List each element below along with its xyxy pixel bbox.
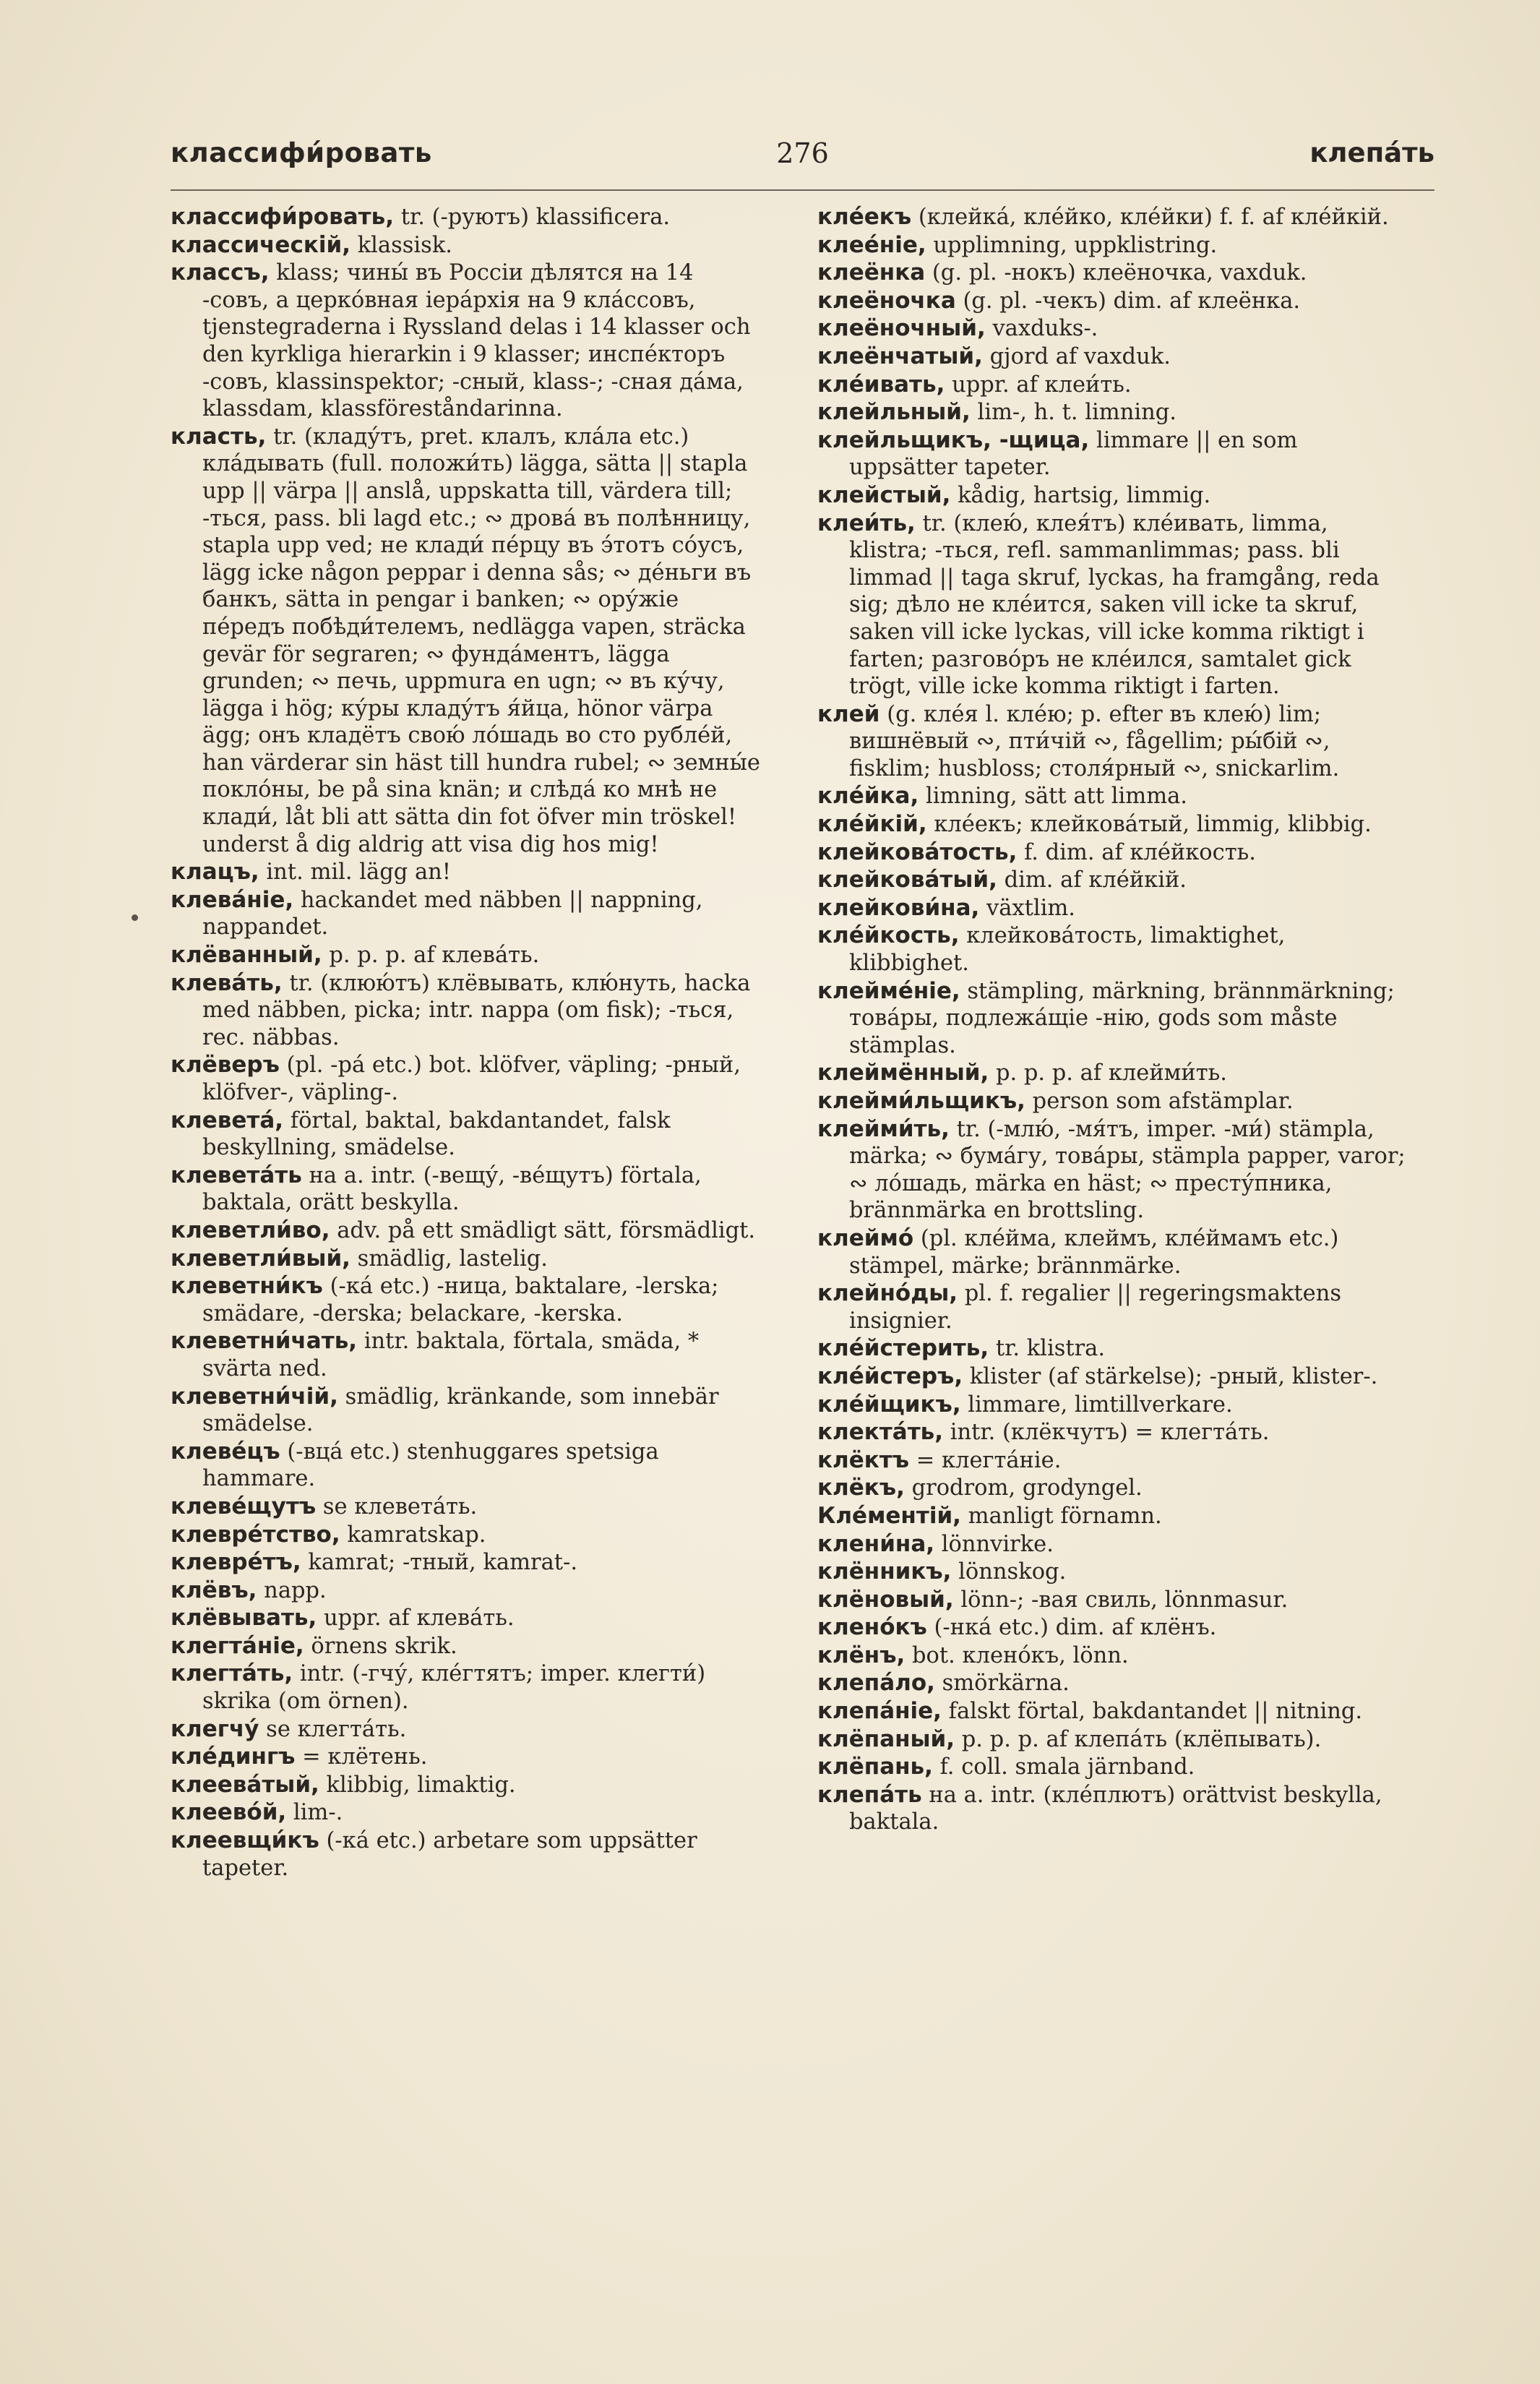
entry-definition: tr. (-млю́, -мя́тъ, imper. -ми́) stämpla, märka; ∾ бума́гу, това́ры, stämpla papper, varor; ∾ ло́шадь, märka en häst; ∾ престу́пника, brännmärka en brottsling. [849, 1116, 1406, 1224]
entry-definition: lönn-; -вая свиль, lönnmasur. [960, 1587, 1289, 1613]
entry-definition: (-ка́ etc.) -ница, baktalare, -lerska; smädare, -derska; belackare, -kerska. [202, 1274, 719, 1326]
entry-headword: клеветли́во, [171, 1217, 330, 1243]
dictionary-entry [171, 1328, 763, 1382]
entry-definition: se клегта́ть. [266, 1716, 407, 1742]
entry-definition: klister (af stärkelse); -рный, klister-. [969, 1363, 1378, 1389]
dictionary-entry [817, 399, 1410, 426]
entry-definition: grodrom, grodyngel. [911, 1475, 1143, 1501]
entry-definition: stämpling, märkning, brännmärkning; това́ры, подлежа́щiе -нiю, gods som måste stämplas. [849, 978, 1395, 1058]
entry-definition: smörkärna. [942, 1671, 1070, 1697]
entry-definition: (g. кле́я l. клéю; p. efter въ клею́) lim; вишнёвый ∾, пти́чiй ∾, fågellim; ры́бiй ∾, fisklim; husbloss; столя́рный ∾, snickarlim. [849, 701, 1340, 781]
entry-definition: kådig, hartsig, limmig. [958, 482, 1211, 508]
dictionary-entry [171, 1827, 763, 1882]
dictionary-entry [817, 1670, 1410, 1697]
entry-headword: клеева́тый, [171, 1771, 319, 1798]
entry-headword: клеветни́чать, [171, 1328, 358, 1355]
entry-definition: intr. (клёкчутъ) = клегта́ть. [950, 1420, 1270, 1446]
entry-definition: f. coll. smala järnband. [939, 1754, 1195, 1780]
dictionary-entry [171, 1577, 763, 1605]
entry-definition: kamratskap. [347, 1522, 486, 1548]
entry-headword: клеветни́къ [171, 1273, 323, 1300]
dictionary-entry [817, 978, 1410, 1060]
entry-headword: кле́ивать, [817, 371, 945, 398]
entry-headword: клейльщикъ, -щица, [817, 426, 1090, 453]
dictionary-entry [171, 1273, 763, 1327]
dictionary-entry [817, 1363, 1410, 1391]
entry-definition: (g. pl. -нокъ) клеёночка, vaxduk. [932, 260, 1307, 286]
entry-definition: upplimning, uppklistring. [933, 232, 1218, 258]
entry-definition: tr. (клею́, клея́тъ) кле́ивать, limma, klistra; -ться, refl. sammanlimmas; pass. bli limmad || taga skruf, lyckas, ha framgång, reda sig; дѣло не кле́ится, saken vill icke ta skruf, saken vill icke lyckas, vill icke komma riktigt i farten; разгово́ръ не кле́ился, samtalet gick trögt, ville icke komma riktigt i farten. [849, 510, 1380, 700]
entry-headword: клёнъ, [817, 1642, 905, 1668]
entry-definition: lim-, h. t. limning. [977, 400, 1176, 426]
entry-headword: клацъ, [171, 859, 259, 886]
entry-definition: kamrat; -тный, kamrat-. [308, 1550, 578, 1576]
entry-headword: клеи́ть, [817, 510, 916, 536]
dictionary-entry [817, 288, 1410, 315]
entry-headword: клёновый, [817, 1586, 954, 1613]
entry-headword: клева́ть, [171, 969, 283, 996]
margin-dot [132, 914, 138, 921]
entry-definition: (-ка́ etc.) arbetare som uppsätter tapeter. [202, 1828, 697, 1881]
entry-definition: hackandet med näbben || nappning, nappandet. [202, 887, 703, 940]
entry-headword: клейно́ды, [817, 1280, 958, 1307]
entry-headword: клевета́, [171, 1107, 284, 1133]
entry-definition: se клевета́ть. [322, 1493, 478, 1519]
entry-headword: клее́нiе, [817, 231, 926, 258]
dictionary-entry [817, 427, 1410, 481]
dictionary-entry [171, 1772, 763, 1799]
dictionary-entry [171, 1245, 763, 1273]
entry-headword: клевре́тъ, [171, 1549, 301, 1576]
entry-headword: кле́йка, [817, 783, 919, 810]
entry-definition: pl. f. regalier || regeringsmaktens insignier. [849, 1281, 1341, 1334]
entry-headword: Кле́ментiй, [817, 1502, 961, 1529]
dictionary-entry [171, 1522, 763, 1549]
entry-definition: smädlig, kränkande, som innebär smädelse. [202, 1384, 719, 1437]
dictionary-entry [171, 887, 763, 941]
entry-headword: кленóкъ [817, 1614, 927, 1641]
dictionary-entry [171, 1660, 763, 1715]
entry-headword: клегта́ть, [171, 1660, 293, 1687]
entry-definition: napp. [264, 1577, 327, 1603]
dictionary-entry [817, 1503, 1410, 1530]
entry-headword: клеймённый, [817, 1060, 989, 1086]
dictionary-entry [171, 232, 763, 260]
entry-headword: кле́йщикъ, [817, 1391, 961, 1418]
entry-definition: = клегта́нiе. [916, 1447, 1062, 1473]
dictionary-entry [817, 232, 1410, 260]
dictionary-entry [817, 372, 1410, 399]
entry-headword: клеветни́чiй, [171, 1383, 338, 1410]
entry-definition: smädlig, lastelig. [357, 1245, 549, 1272]
entry-headword: клегчу́ [171, 1715, 259, 1742]
dictionary-entry [817, 1587, 1410, 1614]
entry-definition: limmare, limtillverkare. [968, 1392, 1233, 1418]
dictionary-entry [171, 1605, 763, 1632]
dictionary-entry [817, 1335, 1410, 1363]
dictionary-entry [171, 1744, 763, 1771]
entry-definition: (-вца́ etc.) stenhuggares spetsiga hammare. [202, 1438, 659, 1492]
entry-headword: клеймо́ [817, 1225, 914, 1251]
entry-headword: клёпань, [817, 1754, 933, 1780]
entry-headword: клёкъ, [817, 1475, 905, 1501]
dictionary-entry [171, 859, 763, 886]
entry-headword: клейльный, [817, 399, 971, 426]
entry-headword: клеветли́вый, [171, 1245, 350, 1272]
entry-definition: uppr. af клева́ть. [324, 1605, 515, 1632]
entry-definition: klibbig, limaktig. [326, 1772, 516, 1798]
entry-definition: tr. (клюю́тъ) клёвывать, клю́нуть, hacka med näbben, picka; intr. nappa (om fisk); -ться, rec. näbbas. [202, 970, 751, 1050]
entry-headword: клёверъ [171, 1052, 280, 1079]
dictionary-entry [817, 315, 1410, 343]
entry-definition: lönnvirke. [941, 1531, 1054, 1557]
entry-headword: клеёнчатый, [817, 343, 983, 369]
entry-definition: örnens skrik. [311, 1633, 457, 1659]
entry-headword: клейме́нiе, [817, 977, 960, 1004]
dictionary-entry [171, 204, 763, 231]
entry-definition: int. mil. lägg an! [266, 859, 452, 886]
dictionary-entry [817, 1698, 1410, 1725]
dictionary-entry [171, 260, 763, 423]
entry-headword: кле́йкiй, [817, 811, 927, 838]
entry-definition: uppr. af клеи́ть. [952, 372, 1132, 398]
entry-definition: växtlim. [986, 895, 1075, 921]
dictionary-entry [171, 424, 763, 859]
entry-headword: клеве́щутъ [171, 1493, 317, 1519]
entry-headword: клённикъ, [817, 1558, 952, 1585]
entry-headword: клёвъ, [171, 1577, 257, 1603]
dictionary-entry [817, 1060, 1410, 1087]
header-rule [171, 189, 1434, 191]
entry-definition: клейкова́тость, limaktighet, klibbighet. [849, 923, 1286, 977]
entry-headword: клепа́нiе, [817, 1698, 942, 1725]
entry-definition: lönnskog. [958, 1559, 1067, 1585]
entry-headword: классифи́ровать, [171, 204, 394, 230]
entry-definition: gjord af vaxduk. [989, 343, 1171, 369]
entry-headword: клёпаный, [817, 1725, 955, 1752]
entry-definition: tr. klistra. [995, 1336, 1106, 1362]
right-guide-word: клепа́ть [1309, 137, 1434, 168]
dictionary-entry [817, 1531, 1410, 1558]
running-header [171, 137, 1434, 181]
dictionary-entry [817, 1392, 1410, 1419]
entry-headword: кле́йстерить, [817, 1335, 989, 1362]
entry-headword: классическій, [171, 231, 350, 258]
dictionary-entry [817, 922, 1410, 977]
entry-definition: (pl. кле́йма, клеймъ, кле́ймамъ etc.) stämpel, märke; brännmärke. [849, 1225, 1339, 1279]
left-column [171, 204, 763, 1882]
entry-definition: tr. (-руютъ) klassificera. [400, 205, 671, 230]
dictionary-entry [817, 783, 1410, 810]
entry-headword: клёвывать, [171, 1605, 317, 1632]
entry-headword: клени́на, [817, 1530, 935, 1557]
dictionary-entry [817, 1642, 1410, 1670]
dictionary-entry [817, 1782, 1410, 1836]
dictionary-entry [171, 1493, 763, 1521]
entry-headword: клёванный, [171, 942, 322, 969]
entry-headword: клепа́ть [817, 1781, 922, 1808]
dictionary-entry [817, 1280, 1410, 1334]
entry-definition: f. dim. af кле́йкость. [1024, 839, 1256, 865]
entry-headword: клейкова́тость, [817, 839, 1018, 865]
entry-definition: = клётень. [302, 1744, 428, 1770]
entry-definition: на a. intr. (клéплютъ) orättvist beskylla, baktala. [849, 1782, 1382, 1835]
entry-definition: vaxduks-. [992, 316, 1098, 342]
entry-headword: кле́дингъ [171, 1744, 296, 1770]
dictionary-entry [171, 1549, 763, 1577]
dictionary-entry [817, 260, 1410, 287]
dictionary-entry [817, 204, 1410, 231]
entry-headword: клепа́ло, [817, 1670, 935, 1697]
entry-headword: клеёнка [817, 260, 926, 286]
entry-definition: förtal, baktal, bakdantandet, falsk beskyllning, smädelse. [202, 1107, 671, 1161]
dictionary-entry [817, 895, 1410, 922]
entry-definition: person som afstämplar. [1032, 1089, 1294, 1114]
entry-headword: клеёночка [817, 287, 956, 314]
entry-definition: klass; чины́ въ Россiи дѣлятся на 14 -совъ, а церко́вная iера́рхiя на 9 кла́ссовъ, tjenstegraderna i Ryssland delas i 14 klasser och den kyrkliga hierarkin i 9 klasser; инспе́кторъ -совъ, klassinspektor; -сный, klass-; -сная да́ма, klassdam, klassföreståndarinna. [202, 260, 751, 422]
entry-definition: lim-. [293, 1800, 343, 1826]
dictionary-entry [817, 510, 1410, 700]
dictionary-entry [171, 1217, 763, 1245]
dictionary-entry [171, 1633, 763, 1660]
dictionary-entry [817, 343, 1410, 371]
dictionary-entry [817, 839, 1410, 867]
entry-definition: p. p. p. af клепа́ть (клёпывать). [961, 1726, 1322, 1752]
dictionary-entry [171, 1384, 763, 1438]
entry-headword: клегта́нiе, [171, 1632, 304, 1659]
entry-headword: клеве́цъ [171, 1438, 280, 1465]
entry-definition: limmare || en som uppsätter tapeter. [849, 427, 1298, 481]
entry-definition: limning, sätt att limma. [925, 784, 1187, 810]
entry-headword: клеевщи́къ [171, 1827, 319, 1854]
entry-headword: клейстый, [817, 481, 951, 508]
dictionary-entry [817, 482, 1410, 510]
entry-headword: клеево́й, [171, 1799, 287, 1826]
dictionary-entry [171, 1052, 763, 1106]
entry-definition: на a. intr. (-вещу́, -ве́щутъ) förtala, baktala, orätt beskylla. [202, 1162, 702, 1216]
entry-definition: p. p. p. af клейми́ть. [995, 1060, 1227, 1086]
entry-headword: клева́нiе, [171, 886, 294, 913]
dictionary-entry [817, 701, 1410, 783]
entry-definition: falskt förtal, bakdantandet || nitning. [948, 1699, 1363, 1725]
entry-definition: adv. på ett smädligt sätt, försmädligt. [337, 1217, 756, 1243]
entry-headword: клевре́тство, [171, 1521, 340, 1548]
dictionary-entry [817, 1419, 1410, 1446]
page-number: 276 [776, 137, 829, 169]
entry-definition: (pl. -ра́ etc.) bot. klöfver, väpling; -рный, klöfver-, väpling-. [202, 1052, 741, 1105]
entry-headword: клейкова́тый, [817, 867, 997, 893]
right-column [817, 204, 1410, 1837]
dictionary-entry [817, 1726, 1410, 1754]
dictionary-entry [171, 1716, 763, 1744]
dictionary-entry [817, 1754, 1410, 1781]
dictionary-entry [817, 1614, 1410, 1642]
entry-headword: клейми́льщикъ, [817, 1088, 1025, 1114]
entry-headword: кле́йкость, [817, 922, 960, 949]
dictionary-entry [817, 1558, 1410, 1586]
dictionary-entry [817, 1088, 1410, 1115]
entry-definition: (клейка́, кле́йко, кле́йки) f. f. af кле́йкiй. [918, 205, 1389, 230]
entry-definition: dim. af кле́йкiй. [1004, 867, 1187, 893]
dictionary-entry [817, 811, 1410, 839]
entry-headword: клейми́ть, [817, 1115, 950, 1142]
entry-definition: (-нка́ etc.) dim. af клёнъ. [934, 1615, 1217, 1641]
entry-headword: клекта́ть, [817, 1419, 944, 1446]
dictionary-entry [817, 867, 1410, 894]
entry-headword: клейкови́на, [817, 894, 980, 921]
entry-definition: intr. baktala, förtala, smäda, * svärta ned. [202, 1329, 700, 1381]
dictionary-entry [817, 1116, 1410, 1225]
entry-definition: p. p. p. af клева́ть. [329, 943, 540, 969]
dictionary-entry [817, 1447, 1410, 1475]
entry-headword: клевета́ть [171, 1162, 302, 1188]
dictionary-entry [817, 1225, 1410, 1279]
entry-definition: intr. (-гчу́, клéгтятъ; imper. клегти́) skrika (om örnen). [202, 1661, 706, 1715]
entry-definition: tr. (кладу́тъ, pret. клалъ, кла́ла etc.) кла́дывать (full. положи́ть) lägga, sätta || stapla upp || värpa || anslå, uppskatta till, värdera till; -ться, pass. bli lagd etc.; ∾ дрова́ въ полѣнницу, stapla upp ved; не клади́ пе́рцу въ э́тотъ со́усъ, lägg icke någon peppar i denna sås; ∾ де́ньги въ банкъ, sätta in pengar i banken; ∾ ору́жiе пе́редъ побѣди́телемъ, nedlägga vapen, sträcka gevär för segraren; ∾ фунда́ментъ, lägga grunden; ∾ печь, uppmura en ugn; ∾ въ ку́чу, lägga i hög; ку́ры кладу́тъ я́йца, hönor värpa ägg; онъ кладётъ свою́ ло́шадь во сто рублéй, han värderar sin häst till hundra rubel; ∾ земны́е покло́ны, be på sina knän; и слѣда́ ко мнѣ не клади́, låt bli att sätta din fot öfver min tröskel! underst å dig aldrig att visa dig hos mig! [202, 424, 760, 857]
entry-headword: кле́йстеръ, [817, 1363, 963, 1389]
dictionary-entry [171, 1162, 763, 1217]
entry-headword: клёктъ [817, 1446, 910, 1473]
dictionary-entry [171, 1438, 763, 1493]
entry-headword: класть, [171, 423, 267, 450]
dictionary-entry [171, 1107, 763, 1162]
left-guide-word: классифи́ровать [171, 137, 432, 168]
entry-headword: кле́екъ [817, 204, 912, 230]
dictionary-entry [817, 1475, 1410, 1502]
entry-definition: manligt förnamn. [968, 1503, 1162, 1529]
entry-definition: (g. pl. -чекъ) dim. af клеёнка. [963, 288, 1301, 314]
entry-headword: клеёночный, [817, 315, 986, 342]
dictionary-entry [171, 970, 763, 1052]
entry-headword: классъ, [171, 260, 270, 286]
entry-definition: клéекъ; клейкова́тый, limmig, klibbig. [934, 812, 1372, 838]
entry-definition: bot. кленóкъ, lönn. [911, 1642, 1129, 1668]
dictionary-entry [171, 942, 763, 969]
entry-definition: klassisk. [357, 232, 452, 258]
entry-headword: клей [817, 700, 880, 727]
dictionary-entry [171, 1799, 763, 1827]
